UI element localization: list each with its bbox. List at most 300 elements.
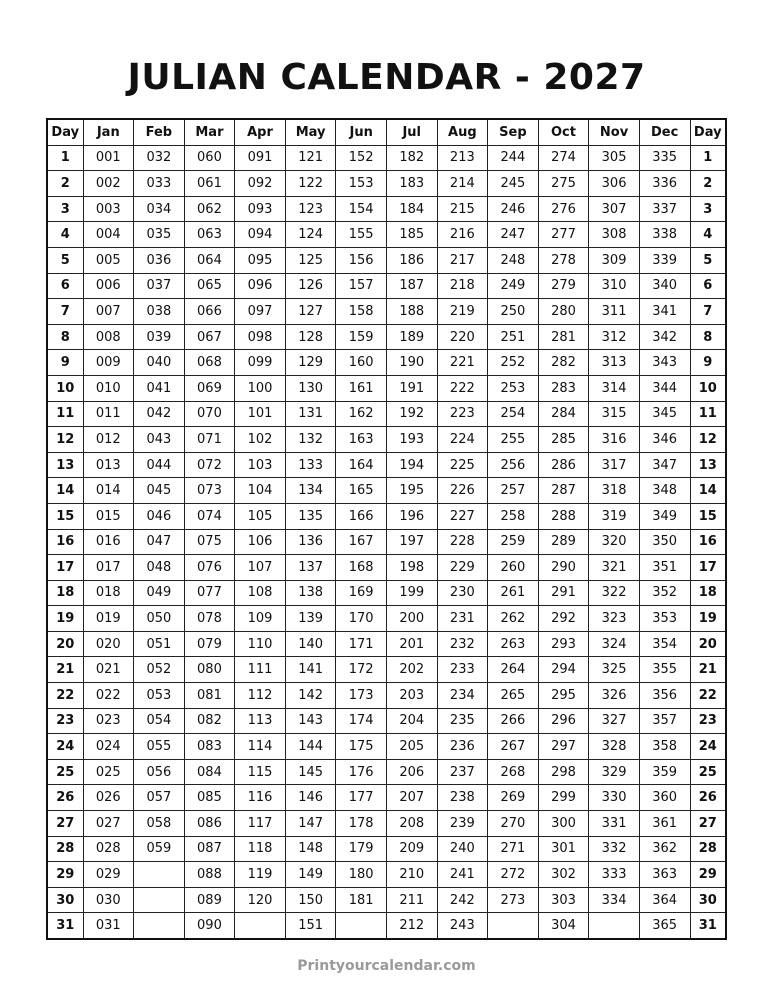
julian-cell-may: 128 [285, 324, 336, 350]
julian-cell-oct: 274 [538, 145, 589, 171]
julian-cell-mar: 083 [184, 734, 235, 760]
julian-cell-aug: 222 [437, 375, 488, 401]
table-row [47, 401, 726, 427]
julian-cell-jun: 159 [336, 324, 387, 350]
julian-cell-mar: 076 [184, 555, 235, 581]
julian-cell-jan: 016 [83, 529, 134, 555]
julian-cell-aug: 243 [437, 913, 488, 939]
julian-cell-jun: 174 [336, 708, 387, 734]
julian-cell-oct: 280 [538, 299, 589, 325]
julian-cell-feb: 044 [134, 452, 185, 478]
day-number-left: 5 [47, 247, 83, 273]
julian-cell-jun: 178 [336, 811, 387, 837]
day-number-left: 21 [47, 657, 83, 683]
day-number-right: 5 [690, 247, 726, 273]
julian-cell-sep: 273 [488, 887, 539, 913]
julian-cell-jun: 164 [336, 452, 387, 478]
julian-cell-feb: 053 [134, 683, 185, 709]
julian-cell-nov: 320 [589, 529, 640, 555]
julian-cell-sep: 255 [488, 427, 539, 453]
julian-cell-mar: 062 [184, 196, 235, 222]
julian-cell-jan: 013 [83, 452, 134, 478]
julian-cell-jul: 185 [386, 222, 437, 248]
julian-cell-aug: 218 [437, 273, 488, 299]
julian-cell-sep: 271 [488, 836, 539, 862]
julian-cell-oct: 283 [538, 375, 589, 401]
header-apr: Apr [235, 119, 286, 145]
day-number-right: 21 [690, 657, 726, 683]
julian-cell-aug: 240 [437, 836, 488, 862]
julian-cell-may: 130 [285, 375, 336, 401]
julian-cell-may: 129 [285, 350, 336, 376]
julian-cell-mar: 085 [184, 785, 235, 811]
julian-cell-mar: 067 [184, 324, 235, 350]
julian-cell-apr: 102 [235, 427, 286, 453]
header-row [47, 119, 726, 145]
julian-cell-mar: 087 [184, 836, 235, 862]
julian-cell-may: 121 [285, 145, 336, 171]
julian-cell-may: 147 [285, 811, 336, 837]
julian-cell-feb: 058 [134, 811, 185, 837]
table-row [47, 734, 726, 760]
julian-cell-jan: 023 [83, 708, 134, 734]
julian-cell-oct: 275 [538, 171, 589, 197]
table-row [47, 606, 726, 632]
julian-cell-nov: 308 [589, 222, 640, 248]
julian-cell-jun: 167 [336, 529, 387, 555]
julian-cell-aug: 223 [437, 401, 488, 427]
julian-cell-may: 135 [285, 503, 336, 529]
header-day-right: Day [690, 119, 726, 145]
julian-cell-apr: 091 [235, 145, 286, 171]
header-dec: Dec [639, 119, 690, 145]
header-feb: Feb [134, 119, 185, 145]
julian-cell-jul: 209 [386, 836, 437, 862]
julian-cell-jun: 168 [336, 555, 387, 581]
julian-cell-jul: 196 [386, 503, 437, 529]
julian-cell-apr [235, 913, 286, 939]
julian-cell-feb: 036 [134, 247, 185, 273]
julian-cell-jun: 157 [336, 273, 387, 299]
julian-cell-jun: 155 [336, 222, 387, 248]
julian-cell-mar: 077 [184, 580, 235, 606]
julian-cell-mar: 090 [184, 913, 235, 939]
day-number-right: 10 [690, 375, 726, 401]
julian-cell-jan: 006 [83, 273, 134, 299]
julian-cell-jan: 010 [83, 375, 134, 401]
julian-cell-sep: 250 [488, 299, 539, 325]
julian-cell-jun: 152 [336, 145, 387, 171]
julian-cell-jan: 030 [83, 887, 134, 913]
julian-cell-mar: 063 [184, 222, 235, 248]
day-number-right: 28 [690, 836, 726, 862]
day-number-right: 16 [690, 529, 726, 555]
day-number-right: 12 [690, 427, 726, 453]
julian-cell-mar: 082 [184, 708, 235, 734]
table-row [47, 862, 726, 888]
julian-cell-oct: 302 [538, 862, 589, 888]
table-row [47, 580, 726, 606]
julian-cell-jul: 188 [386, 299, 437, 325]
table-row [47, 196, 726, 222]
julian-cell-feb: 051 [134, 631, 185, 657]
day-number-left: 17 [47, 555, 83, 581]
julian-cell-dec: 341 [639, 299, 690, 325]
julian-cell-sep: 245 [488, 171, 539, 197]
julian-cell-jun: 160 [336, 350, 387, 376]
julian-cell-dec: 354 [639, 631, 690, 657]
day-number-left: 13 [47, 452, 83, 478]
julian-cell-may: 150 [285, 887, 336, 913]
julian-cell-jul: 200 [386, 606, 437, 632]
julian-cell-mar: 060 [184, 145, 235, 171]
julian-cell-jul: 186 [386, 247, 437, 273]
day-number-right: 17 [690, 555, 726, 581]
julian-cell-feb: 054 [134, 708, 185, 734]
julian-cell-jan: 001 [83, 145, 134, 171]
julian-cell-apr: 118 [235, 836, 286, 862]
julian-cell-feb: 040 [134, 350, 185, 376]
julian-cell-mar: 075 [184, 529, 235, 555]
julian-cell-jul: 194 [386, 452, 437, 478]
julian-cell-mar: 080 [184, 657, 235, 683]
day-number-right: 15 [690, 503, 726, 529]
julian-cell-nov: 306 [589, 171, 640, 197]
julian-cell-mar: 065 [184, 273, 235, 299]
julian-cell-dec: 347 [639, 452, 690, 478]
julian-cell-aug: 237 [437, 759, 488, 785]
julian-cell-aug: 238 [437, 785, 488, 811]
julian-cell-jun: 162 [336, 401, 387, 427]
julian-cell-may: 131 [285, 401, 336, 427]
header-nov: Nov [589, 119, 640, 145]
julian-cell-feb [134, 887, 185, 913]
julian-cell-may: 123 [285, 196, 336, 222]
day-number-right: 22 [690, 683, 726, 709]
julian-cell-may: 126 [285, 273, 336, 299]
julian-cell-jun: 175 [336, 734, 387, 760]
julian-cell-may: 140 [285, 631, 336, 657]
julian-cell-apr: 116 [235, 785, 286, 811]
julian-cell-jul: 208 [386, 811, 437, 837]
julian-cell-feb: 059 [134, 836, 185, 862]
day-number-left: 29 [47, 862, 83, 888]
julian-cell-may: 141 [285, 657, 336, 683]
julian-cell-nov [589, 913, 640, 939]
table-row [47, 171, 726, 197]
julian-cell-oct: 301 [538, 836, 589, 862]
julian-cell-feb: 042 [134, 401, 185, 427]
julian-cell-feb: 046 [134, 503, 185, 529]
julian-cell-jul: 199 [386, 580, 437, 606]
julian-cell-jan: 005 [83, 247, 134, 273]
julian-cell-jul: 206 [386, 759, 437, 785]
day-number-left: 10 [47, 375, 83, 401]
julian-cell-oct: 286 [538, 452, 589, 478]
julian-cell-aug: 228 [437, 529, 488, 555]
julian-cell-nov: 310 [589, 273, 640, 299]
julian-cell-oct: 289 [538, 529, 589, 555]
julian-cell-apr: 117 [235, 811, 286, 837]
day-number-left: 23 [47, 708, 83, 734]
julian-cell-apr: 103 [235, 452, 286, 478]
footer-brand: Printyourcalendar.com [297, 958, 476, 974]
julian-cell-nov: 318 [589, 478, 640, 504]
julian-cell-may: 151 [285, 913, 336, 939]
julian-cell-feb: 032 [134, 145, 185, 171]
julian-cell-aug: 226 [437, 478, 488, 504]
day-number-right: 3 [690, 196, 726, 222]
header-may: May [285, 119, 336, 145]
julian-cell-apr: 098 [235, 324, 286, 350]
julian-cell-nov: 321 [589, 555, 640, 581]
julian-cell-oct: 281 [538, 324, 589, 350]
julian-cell-feb [134, 862, 185, 888]
julian-cell-feb: 038 [134, 299, 185, 325]
julian-cell-dec: 352 [639, 580, 690, 606]
day-number-left: 25 [47, 759, 83, 785]
julian-cell-jan: 002 [83, 171, 134, 197]
julian-cell-apr: 107 [235, 555, 286, 581]
julian-cell-apr: 096 [235, 273, 286, 299]
julian-cell-sep: 266 [488, 708, 539, 734]
day-number-right: 31 [690, 913, 726, 939]
julian-cell-apr: 095 [235, 247, 286, 273]
julian-cell-nov: 311 [589, 299, 640, 325]
julian-cell-mar: 079 [184, 631, 235, 657]
julian-cell-may: 124 [285, 222, 336, 248]
table-row [47, 350, 726, 376]
julian-cell-dec: 350 [639, 529, 690, 555]
julian-cell-feb: 039 [134, 324, 185, 350]
julian-cell-nov: 334 [589, 887, 640, 913]
julian-cell-jun: 170 [336, 606, 387, 632]
julian-cell-mar: 086 [184, 811, 235, 837]
julian-cell-may: 146 [285, 785, 336, 811]
julian-cell-dec: 344 [639, 375, 690, 401]
day-number-left: 18 [47, 580, 83, 606]
day-number-right: 7 [690, 299, 726, 325]
julian-cell-dec: 355 [639, 657, 690, 683]
julian-cell-nov: 332 [589, 836, 640, 862]
julian-cell-mar: 064 [184, 247, 235, 273]
julian-cell-jan: 020 [83, 631, 134, 657]
day-number-left: 16 [47, 529, 83, 555]
julian-cell-sep: 259 [488, 529, 539, 555]
julian-cell-jun [336, 913, 387, 939]
table-row [47, 913, 726, 939]
table-row [47, 631, 726, 657]
day-number-left: 11 [47, 401, 83, 427]
julian-cell-jul: 193 [386, 427, 437, 453]
header-aug: Aug [437, 119, 488, 145]
julian-cell-mar: 088 [184, 862, 235, 888]
julian-cell-jan: 003 [83, 196, 134, 222]
day-number-left: 4 [47, 222, 83, 248]
julian-cell-mar: 073 [184, 478, 235, 504]
julian-cell-nov: 317 [589, 452, 640, 478]
julian-cell-jan: 017 [83, 555, 134, 581]
day-number-left: 6 [47, 273, 83, 299]
day-number-left: 26 [47, 785, 83, 811]
julian-cell-mar: 078 [184, 606, 235, 632]
julian-cell-oct: 287 [538, 478, 589, 504]
julian-cell-feb: 047 [134, 529, 185, 555]
julian-cell-jul: 182 [386, 145, 437, 171]
julian-cell-may: 136 [285, 529, 336, 555]
julian-cell-dec: 356 [639, 683, 690, 709]
julian-cell-apr: 108 [235, 580, 286, 606]
julian-cell-dec: 348 [639, 478, 690, 504]
day-number-left: 12 [47, 427, 83, 453]
day-number-right: 23 [690, 708, 726, 734]
calendar-body [47, 145, 726, 939]
julian-cell-jan: 004 [83, 222, 134, 248]
julian-cell-dec: 337 [639, 196, 690, 222]
julian-cell-jun: 166 [336, 503, 387, 529]
day-number-right: 9 [690, 350, 726, 376]
day-number-left: 3 [47, 196, 83, 222]
day-number-right: 4 [690, 222, 726, 248]
julian-cell-may: 134 [285, 478, 336, 504]
julian-cell-mar: 071 [184, 427, 235, 453]
julian-cell-dec: 340 [639, 273, 690, 299]
table-row [47, 273, 726, 299]
julian-cell-sep: 272 [488, 862, 539, 888]
julian-cell-nov: 323 [589, 606, 640, 632]
julian-cell-feb: 045 [134, 478, 185, 504]
julian-calendar-table [46, 118, 727, 940]
julian-cell-dec: 364 [639, 887, 690, 913]
julian-cell-jun: 169 [336, 580, 387, 606]
julian-cell-jun: 154 [336, 196, 387, 222]
header-jul: Jul [386, 119, 437, 145]
julian-cell-jul: 189 [386, 324, 437, 350]
julian-cell-aug: 213 [437, 145, 488, 171]
julian-cell-aug: 221 [437, 350, 488, 376]
julian-cell-sep: 265 [488, 683, 539, 709]
table-row [47, 299, 726, 325]
header-jan: Jan [83, 119, 134, 145]
julian-cell-oct: 277 [538, 222, 589, 248]
julian-cell-jul: 203 [386, 683, 437, 709]
julian-cell-jul: 197 [386, 529, 437, 555]
julian-cell-oct: 288 [538, 503, 589, 529]
julian-cell-sep: 253 [488, 375, 539, 401]
day-number-left: 30 [47, 887, 83, 913]
julian-cell-may: 139 [285, 606, 336, 632]
julian-cell-jun: 179 [336, 836, 387, 862]
julian-cell-dec: 336 [639, 171, 690, 197]
julian-cell-sep: 254 [488, 401, 539, 427]
julian-cell-dec: 357 [639, 708, 690, 734]
julian-cell-jan: 021 [83, 657, 134, 683]
julian-cell-nov: 333 [589, 862, 640, 888]
julian-cell-jun: 165 [336, 478, 387, 504]
julian-cell-may: 125 [285, 247, 336, 273]
julian-cell-nov: 314 [589, 375, 640, 401]
day-number-right: 6 [690, 273, 726, 299]
julian-cell-aug: 214 [437, 171, 488, 197]
julian-cell-may: 148 [285, 836, 336, 862]
julian-cell-sep: 247 [488, 222, 539, 248]
julian-cell-feb: 052 [134, 657, 185, 683]
julian-cell-oct: 291 [538, 580, 589, 606]
julian-cell-oct: 299 [538, 785, 589, 811]
julian-cell-may: 144 [285, 734, 336, 760]
julian-cell-jan: 008 [83, 324, 134, 350]
julian-cell-apr: 106 [235, 529, 286, 555]
julian-cell-dec: 353 [639, 606, 690, 632]
day-number-right: 2 [690, 171, 726, 197]
table-row [47, 811, 726, 837]
julian-cell-apr: 099 [235, 350, 286, 376]
day-number-right: 11 [690, 401, 726, 427]
day-number-left: 20 [47, 631, 83, 657]
julian-cell-oct: 276 [538, 196, 589, 222]
julian-cell-jun: 181 [336, 887, 387, 913]
julian-cell-aug: 242 [437, 887, 488, 913]
table-row [47, 529, 726, 555]
table-row [47, 785, 726, 811]
julian-cell-nov: 309 [589, 247, 640, 273]
julian-cell-jul: 195 [386, 478, 437, 504]
julian-cell-jan: 012 [83, 427, 134, 453]
julian-cell-apr: 114 [235, 734, 286, 760]
julian-cell-jul: 192 [386, 401, 437, 427]
julian-cell-aug: 225 [437, 452, 488, 478]
julian-cell-may: 149 [285, 862, 336, 888]
julian-cell-sep: 257 [488, 478, 539, 504]
julian-cell-apr: 115 [235, 759, 286, 785]
julian-cell-feb: 035 [134, 222, 185, 248]
julian-cell-aug: 231 [437, 606, 488, 632]
julian-cell-nov: 325 [589, 657, 640, 683]
julian-cell-dec: 351 [639, 555, 690, 581]
table-row [47, 427, 726, 453]
julian-cell-jan: 027 [83, 811, 134, 837]
julian-cell-jun: 180 [336, 862, 387, 888]
day-number-right: 20 [690, 631, 726, 657]
julian-cell-jul: 205 [386, 734, 437, 760]
julian-cell-aug: 217 [437, 247, 488, 273]
table-row [47, 759, 726, 785]
julian-cell-jul: 201 [386, 631, 437, 657]
julian-cell-apr: 100 [235, 375, 286, 401]
julian-cell-apr: 110 [235, 631, 286, 657]
day-number-left: 19 [47, 606, 83, 632]
julian-cell-sep: 263 [488, 631, 539, 657]
julian-cell-mar: 081 [184, 683, 235, 709]
julian-cell-dec: 342 [639, 324, 690, 350]
julian-cell-nov: 330 [589, 785, 640, 811]
julian-cell-oct: 292 [538, 606, 589, 632]
julian-cell-may: 132 [285, 427, 336, 453]
julian-cell-jul: 198 [386, 555, 437, 581]
julian-cell-nov: 305 [589, 145, 640, 171]
julian-cell-mar: 072 [184, 452, 235, 478]
day-number-left: 1 [47, 145, 83, 171]
julian-cell-jan: 029 [83, 862, 134, 888]
julian-cell-mar: 066 [184, 299, 235, 325]
julian-cell-jan: 022 [83, 683, 134, 709]
julian-cell-mar: 068 [184, 350, 235, 376]
julian-cell-sep: 252 [488, 350, 539, 376]
julian-cell-aug: 229 [437, 555, 488, 581]
julian-cell-jul: 210 [386, 862, 437, 888]
julian-cell-nov: 322 [589, 580, 640, 606]
julian-cell-nov: 312 [589, 324, 640, 350]
